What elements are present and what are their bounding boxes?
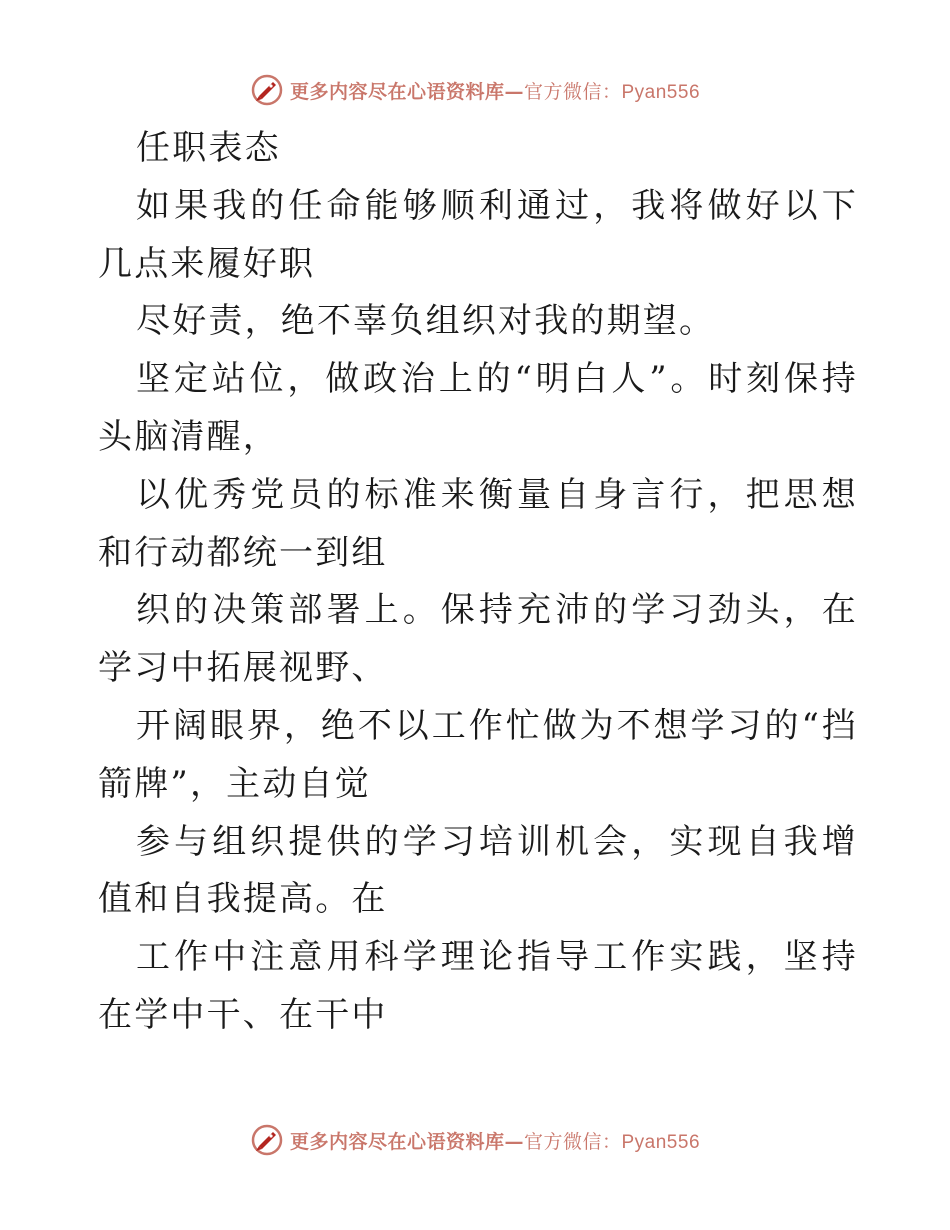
footer-banner-main: 更多内容尽在心语资料库—: [289, 1130, 524, 1153]
header-banner-inner: [250, 73, 700, 107]
document-title: 任职表态: [136, 128, 281, 168]
pen-nib-logo-icon: [250, 73, 284, 107]
footer-banner-inner: [250, 1123, 700, 1157]
footer-banner-wechat: 官方微信：Pyan556: [524, 1131, 701, 1153]
paragraph-6: 开阔眼界，绝不以工作忙做为不想学习的“挡箭牌”，主动自觉: [98, 705, 858, 804]
paragraph-7: 参与组织提供的学习培训机会，实现自我增值和自我提高。在: [98, 821, 858, 920]
header-banner-wechat: 官方微信：Pyan556: [524, 81, 701, 103]
pen-nib-logo-icon: [250, 1123, 284, 1157]
paragraph-2: 尽好责，绝不辜负组织对我的期望。: [136, 301, 716, 342]
paragraph-8: 工作中注意用科学理论指导工作实践，坚持在学中干、在干中: [98, 937, 858, 1035]
paragraph-3: 坚定站位，做政治上的“明白人”。时刻保持头脑清醒，: [98, 359, 858, 457]
header-banner-main: 更多内容尽在心语资料库—: [289, 80, 524, 103]
footer-banner-text: [290, 1127, 700, 1154]
header-watermark-banner: [0, 70, 950, 110]
footer-watermark-banner: [0, 1120, 950, 1160]
header-banner-text: [290, 77, 700, 104]
paragraph-4: 以优秀党员的标准来衡量自身言行，把思想和行动都统一到组: [98, 474, 858, 573]
paragraph-5: 织的决策部署上。保持充沛的学习劲头，在学习中拓展视野、: [98, 590, 858, 689]
document-body: [98, 120, 858, 1045]
paragraph-1: 如果我的任命能够顺利通过，我将做好以下几点来履好职: [98, 185, 858, 284]
